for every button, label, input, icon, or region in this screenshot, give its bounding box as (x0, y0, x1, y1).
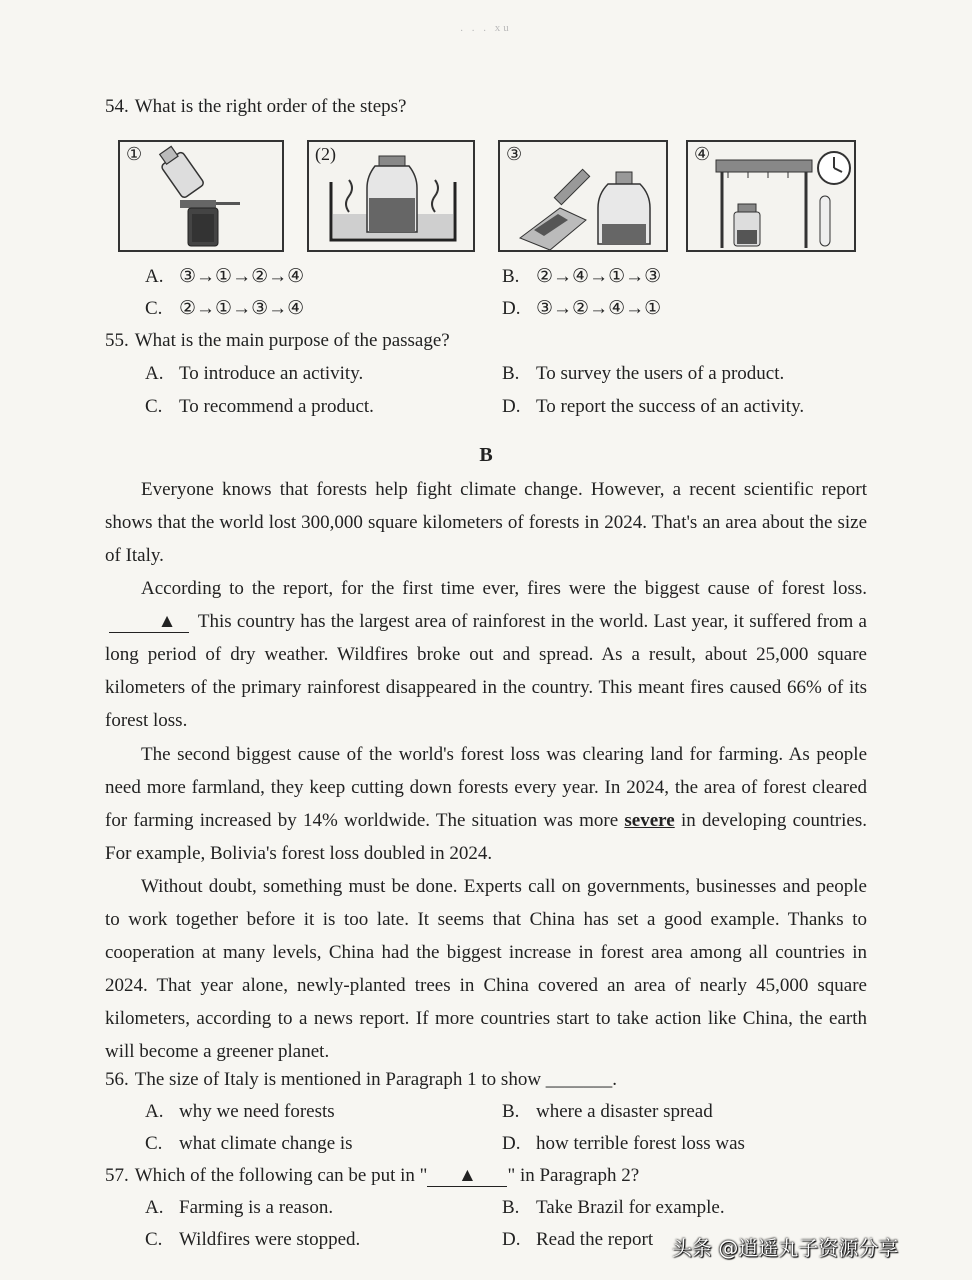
question-text: Which of the following can be put in " (134, 1165, 428, 1186)
option-b[interactable] (502, 1101, 713, 1123)
option-letter: D. (502, 1133, 521, 1154)
option-text: To recommend a product. (179, 396, 374, 417)
option-text: Take Brazil for example. (536, 1197, 725, 1218)
option-text: ②→④→①→③ (536, 266, 662, 287)
option-letter: C. (145, 298, 163, 319)
step-panel-4 (686, 140, 856, 252)
option-letter: C. (145, 396, 163, 417)
option-d[interactable] (502, 396, 804, 418)
option-text: ③→①→②→④ (179, 266, 305, 287)
question-number: 54. (105, 96, 129, 117)
option-text: To survey the users of a product. (536, 363, 785, 384)
question-text: " in Paragraph 2? (507, 1165, 640, 1186)
option-letter: B. (502, 363, 520, 384)
step-panel-2 (307, 140, 475, 252)
panel-label: ③ (506, 144, 523, 164)
option-a[interactable] (145, 363, 363, 385)
option-text: To introduce an activity. (179, 363, 364, 384)
underlined-word: severe (624, 810, 675, 831)
option-text: why we need forests (179, 1101, 335, 1122)
passage-paragraph-3 (105, 738, 867, 870)
question-number: 55. (105, 330, 129, 351)
paragraph-text: This country has the largest area of rainforest in the world. Last year, it suffered from a long period of dry weather. Wildfires broke out and spread. As a result, about 25,000 square kilometers of the primary rainforest disappeared in the country. This meant fires caused 66% of its forest loss. (105, 611, 867, 731)
option-letter: A. (145, 363, 164, 384)
question-number: 57. (105, 1165, 129, 1186)
option-letter: D. (502, 298, 521, 319)
option-c[interactable] (145, 1133, 353, 1155)
option-letter: C. (145, 1133, 163, 1154)
option-letter: B. (502, 1101, 520, 1122)
option-d[interactable] (502, 297, 661, 320)
option-text: where a disaster spread (536, 1101, 713, 1122)
option-d[interactable] (502, 1229, 653, 1251)
question-55 (105, 330, 450, 352)
question-text: The size of Italy is mentioned in Paragraph 1 to show _______. (134, 1069, 618, 1090)
option-letter: D. (502, 1229, 521, 1250)
passage-paragraph-1: Everyone knows that forests help fight climate change. However, a recent scientific report shows that the world lost 300,000 square kilometers of forests in 2024. That's an area about the size of Italy. (105, 479, 867, 566)
option-b[interactable] (502, 265, 661, 288)
option-a[interactable] (145, 1197, 333, 1219)
option-text: Read the report (536, 1229, 654, 1250)
answer-blank: ▲ (109, 612, 189, 633)
option-text: ③→②→④→① (536, 298, 662, 319)
option-c[interactable] (145, 396, 374, 418)
panel-label: ① (126, 144, 143, 164)
step-panel-3 (498, 140, 668, 252)
passage-paragraph-2 (105, 572, 867, 737)
question-54 (105, 96, 406, 118)
watermark: 头条 @逍遥丸子资源分享 (672, 1236, 899, 1260)
paragraph-text: in developing countries. For example, Bolivia's forest loss doubled in 2024. (105, 810, 867, 864)
knife-chopping-icon (500, 142, 670, 254)
option-text: To report the success of an activity. (536, 396, 805, 417)
bottle-pouring-icon (120, 142, 286, 254)
option-a[interactable] (145, 1101, 335, 1123)
option-text: Wildfires were stopped. (179, 1229, 361, 1250)
option-c[interactable] (145, 297, 304, 320)
option-text: Farming is a reason. (179, 1197, 334, 1218)
option-a[interactable] (145, 265, 304, 288)
answer-blank: ▲ (427, 1166, 507, 1187)
option-text: what climate change is (179, 1133, 353, 1154)
option-letter: A. (145, 1101, 164, 1122)
option-b[interactable] (502, 1197, 725, 1219)
section-title: B (479, 444, 493, 466)
paragraph-text: According to the report, for the first time ever, fires were the biggest cause of forest loss. (141, 578, 867, 599)
question-text: What is the right order of the steps? (134, 96, 407, 117)
question-number: 56. (105, 1069, 129, 1090)
option-letter: A. (145, 1197, 164, 1218)
question-56 (105, 1069, 617, 1091)
panel-label: ④ (694, 144, 711, 164)
option-text: how terrible forest loss was (536, 1133, 745, 1154)
option-d[interactable] (502, 1133, 745, 1155)
cooling-rack-clock-icon (688, 142, 858, 254)
passage-paragraph-4: Without doubt, something must be done. Experts call on governments, businesses and people to work together before it is too late. It seems that China has set a good example. Thanks to cooperation at many levels, China had the biggest increase in forest area among all countries in 2024. That year alone, newly-planted trees in China covered an area of nearly 45,000 square kilometers, according to a news report. If more countries start to take action like China, the earth will become a greener planet. (105, 876, 867, 1062)
panel-label: (2) (315, 144, 336, 164)
option-letter: D. (502, 396, 521, 417)
option-letter: B. (502, 1197, 520, 1218)
question-57 (105, 1165, 639, 1187)
option-text: ②→①→③→④ (179, 298, 305, 319)
jar-in-water-bath-icon (309, 142, 477, 254)
option-letter: B. (502, 266, 520, 287)
paragraph-text: The second biggest cause of the world's forest loss was clearing land for farming. As people need more farmland, they keep cutting down forests every year. In 2024, the area of forest cleared for farming increased by 14% worldwide. The situation was more (105, 744, 867, 831)
page-header: . . . xu (460, 22, 512, 34)
option-c[interactable] (145, 1229, 360, 1251)
option-letter: A. (145, 266, 164, 287)
option-b[interactable] (502, 363, 784, 385)
step-panel-1 (118, 140, 284, 252)
option-letter: C. (145, 1229, 163, 1250)
question-text: What is the main purpose of the passage? (134, 330, 450, 351)
